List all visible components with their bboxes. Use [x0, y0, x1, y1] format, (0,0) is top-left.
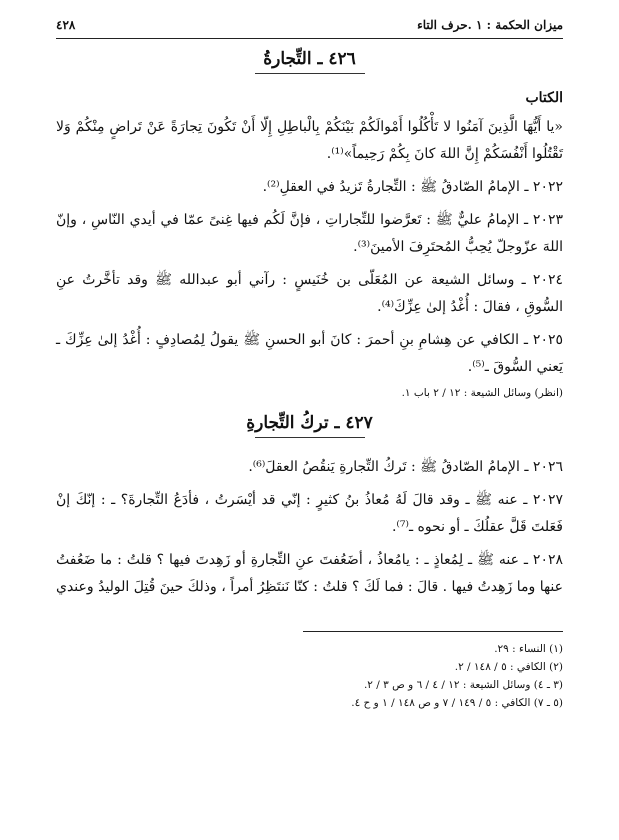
quran-verse: «يا أَيُّهَا الَّذِينَ آمَنُوا لا تَأْكُلُوا أَمْوالَكُمْ بَيْنَكُمْ بِالْباطِلِ إِلّا أَنْ تَكُونَ تِجارَةً عَنْ تَراضٍ مِنْكُمْ وَلا تَقْتُلُوا أَنْفُسَكُمْ إِنَّ اللهَ كانَ بِكُمْ رَحِيماً»⁽¹⁾.	[56, 119, 563, 162]
hadith-2023: ٢٠٢٣ ـ الإمامُ عليٌّ ﷺ : تَعرَّضوا للتِّجاراتِ ، فإنَّ لَكُم فيها غِنىً عمّا في أيدي النّاسِ ، وإنّ اللهَ عزّوجلّ يُحِبُّ المُحتَرِفَ الأمينَ⁽³⁾.	[56, 212, 563, 255]
footnote-1: (١) النساء : ٢٩.	[494, 643, 563, 655]
title-underline	[255, 73, 365, 74]
hadith-2026: ٢٠٢٦ ـ الإمامُ الصّادقُ ﷺ : تَركُ التِّجارةِ يَنقُصُ العقلَ⁽⁶⁾.	[248, 459, 563, 475]
chapter-title-427: ٤٢٧ ـ تركُ التِّجارةِ	[246, 413, 373, 433]
hadith-2027: ٢٠٢٧ ـ عنه ﷺ ـ وقد قالَ لَهُ مُعاذُ بنُ كثيرٍ : إنّي قد أيْسَرتُ ، فأدَعُ التِّجارةَ؟ ـ : إنّكَ إنْ فَعَلتَ قَلَّ عقلُكَ ـ أو نحوه ـ⁽⁷⁾.	[56, 492, 563, 535]
running-header	[56, 14, 563, 39]
running-title: ميزان الحكمة : ١ .حرف التاء	[417, 18, 563, 32]
hadith-2025: ٢٠٢٥ ـ الكافي عن هِشامِ بنِ أحمرَ : كانَ أبو الحسنِ ﷺ يقولُ لِمُصادِفٍ : أُغْدُ إلىٰ عِزِّكَ ـ يَعني السُّوقَ ـ⁽⁵⁾.	[56, 332, 563, 375]
title-underline	[255, 437, 365, 438]
footnote-3: (٣ ـ ٤) وسائل الشيعة : ١٢ / ٤ / ٦ و ص ٣ / ٢.	[363, 679, 563, 691]
page-number: ٤٢٨	[56, 18, 76, 32]
subheading-kitab: الكتاب	[525, 90, 563, 106]
footnote-divider	[303, 631, 563, 632]
hadith-2028: ٢٠٢٨ ـ عنه ﷺ ـ لِمُعاذٍ ـ : يامُعاذُ ، أضَعُفتَ عنِ التِّجارةِ أو زَهِدتَ فيها ؟ قلتُ : ما ضَعُفتُ عنها وما زَهِدتُ فيها . قالَ : فما لَكَ ؟ قلتُ : كنّا نَنتَظِرُ أمراً ، وذلكَ حينَ قُتِلَ الوليدُ وعندي	[56, 552, 563, 595]
hadith-2022: ٢٠٢٢ ـ الإمامُ الصّادقُ ﷺ : التِّجارةُ تَزيدُ في العقلِ⁽²⁾.	[262, 179, 563, 195]
footnote-4: (٥ ـ ٧) الكافي : ٥ / ١٤٩ / ٧ و ص ١٤٨ / ١ و ح ٤.	[351, 697, 563, 709]
hadith-2024: ٢٠٢٤ ـ وسائل الشيعة عن المُعَلّى بن خُنَيسٍ : رآني أبو عبدالله ﷺ وقد تأخَّرتُ عنِ السُّوقِ ، فقالَ : أُغْدُ إلىٰ عِزِّكَ⁽⁴⁾.	[56, 272, 563, 315]
footnote-2: (٢) الكافي : ٥ / ١٤٨ / ٢.	[454, 661, 563, 673]
see-also-note: (انظر) وسائل الشيعة : ١٢ / ٢ باب ١.	[401, 387, 563, 399]
chapter-title-426: ٤٢٦ ـ التِّجارةُ	[263, 49, 356, 69]
